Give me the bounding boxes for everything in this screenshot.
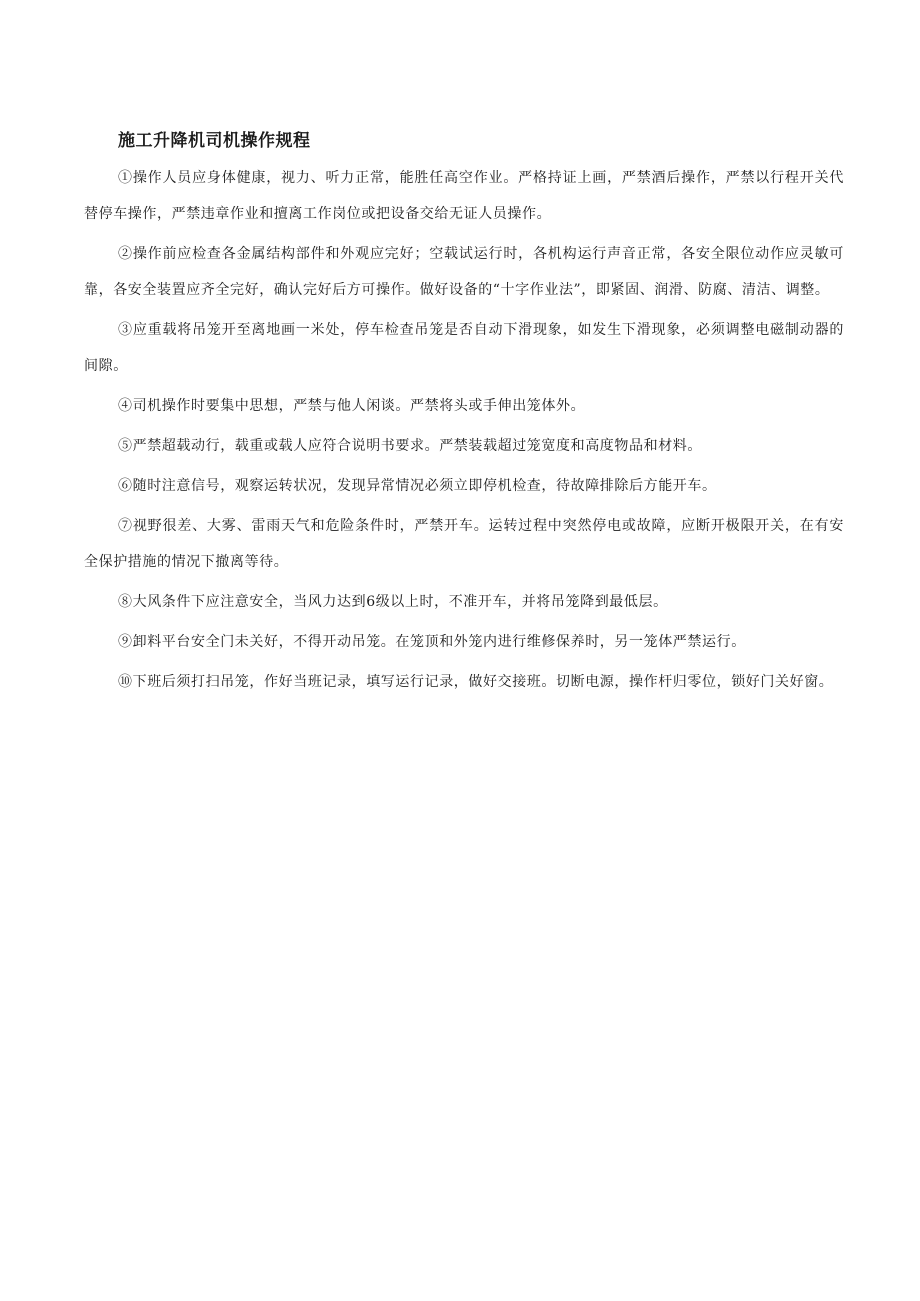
- rule-paragraph-10: ⑩下班后须打扫吊笼，作好当班记录，填写运行记录，做好交接班。切断电源，操作杆归零位，锁好门关好窗。: [118, 674, 834, 690]
- rule-paragraph-7: ⑦视野很差、大雾、雷雨天气和危险条件时，严禁开车。运转过程中突然停电或故障，应断开极限开关，在有安全保护措施的情况下撤离等待。: [84, 518, 844, 570]
- rule-paragraph-4: ④司机操作时要集中思想，严禁与他人闲谈。严禁将头或手伸出笼体外。: [118, 398, 586, 414]
- rule-paragraph-5: ⑤严禁超载动行，载重或载人应符合说明书要求。严禁装载超过笼宽度和高度物品和材料。: [118, 438, 702, 454]
- document-title: 施工升降机司机操作规程: [118, 131, 311, 151]
- rule-paragraph-6: ⑥随时注意信号，观察运转状况，发现异常情况必须立即停机检查，待故障排除后方能开车。: [118, 478, 717, 494]
- rule-paragraph-3: ③应重载将吊笼开至离地画一米处，停车检查吊笼是否自动下滑现象，如发生下滑现象，必须调整电磁制动器的间隙。: [84, 322, 844, 374]
- rule-paragraph-9: ⑨卸料平台安全门未关好，不得开动吊笼。在笼顶和外笼内进行维修保养时，另一笼体严禁运行。: [118, 634, 746, 650]
- rule-paragraph-2: ②操作前应检查各金属结构部件和外观应完好；空载试运行时，各机构运行声音正常，各安全限位动作应灵敏可靠，各安全装置应齐全完好，确认完好后方可操作。做好设备的“十字作业法”，即紧固、润滑、防腐、清洁、调整。: [84, 246, 844, 298]
- rule-paragraph-8: ⑧大风条件下应注意安全，当风力达到6级以上时，不准开车，并将吊笼降到最低层。: [118, 594, 668, 610]
- document-body: [84, 126, 844, 700]
- rule-paragraph-1: ①操作人员应身体健康，视力、听力正常，能胜任高空作业。严格持证上画，严禁酒后操作，严禁以行程开关代替停车操作，严禁违章作业和擅离工作岗位或把设备交给无证人员操作。: [84, 170, 844, 222]
